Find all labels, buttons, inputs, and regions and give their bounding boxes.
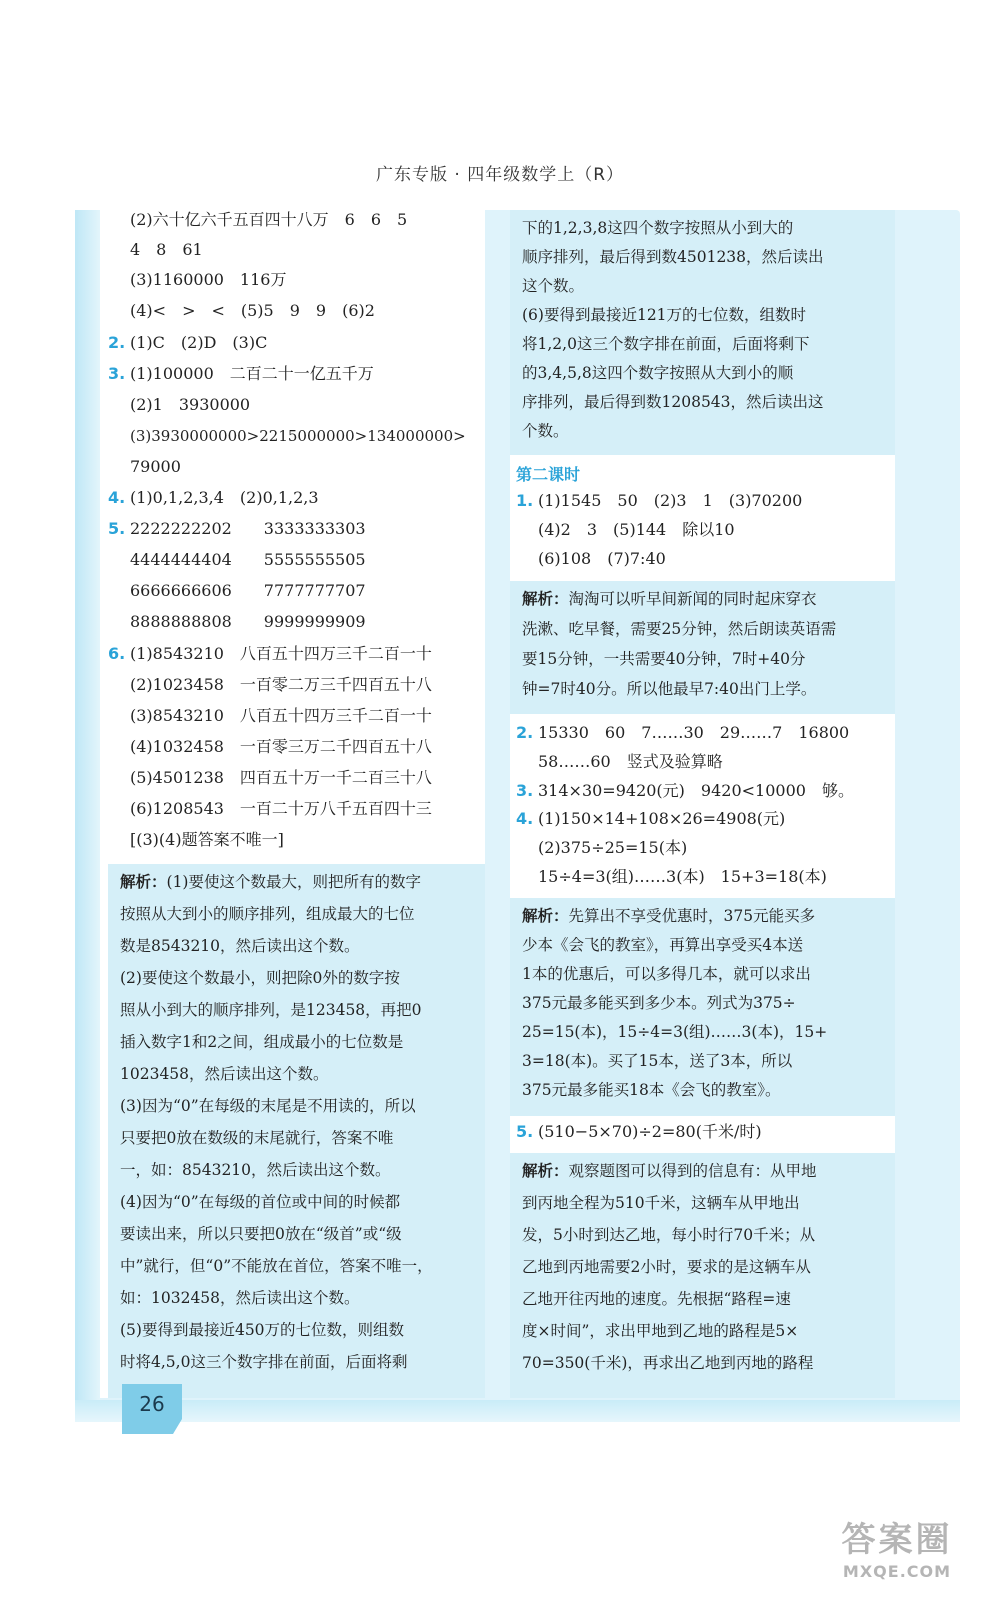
q1-line: 4 8 61 <box>130 240 203 259</box>
q1-line: (3)1160000 116万 <box>130 270 287 289</box>
frame-edge <box>75 210 100 1422</box>
q3-line: (1)100000 二百二十一亿五千万 <box>130 364 374 383</box>
analysis-line: 乙地到丙地需要2小时，要求的是这辆车从 <box>522 1258 811 1276</box>
left-column <box>100 210 485 1398</box>
analysis-line: 中”就行，但“0”不能放在首位，答案不唯一， <box>120 1257 433 1275</box>
q1-number: 1. <box>516 491 534 510</box>
analysis-line: 解析：观察题图可以得到的信息有：从甲地 <box>522 1162 817 1180</box>
q1-line: (4)2 3 (5)144 除以10 <box>538 520 735 539</box>
analysis-line: 1本的优惠后，可以多得几本，就可以求出 <box>522 965 811 983</box>
q1-line: (4)< > < (5)5 9 9 (6)2 <box>130 301 375 320</box>
analysis-line: 时将4,5,0这三个数字排在前面，后面将剩 <box>120 1353 408 1371</box>
analysis-line: 要15分钟，一共需要40分钟，7时+40分 <box>522 650 806 668</box>
analysis-box <box>510 1153 895 1398</box>
q4-line: 15÷4=3(组)……3(本) 15+3=18(本) <box>538 867 827 886</box>
q1-line: (1)1545 50 (2)3 1 (3)70200 <box>538 491 803 510</box>
q6-note: [(3)(4)题答案不唯一] <box>130 830 284 849</box>
analysis-line: 少本《会飞的教室》，再算出享受买4本送 <box>522 936 804 954</box>
watermark-logo <box>822 1518 972 1588</box>
analysis-line: 70=350(千米)，再求出乙地到丙地的路程 <box>522 1354 814 1372</box>
q6-line: (5)4501238 四百五十万一千二百三十八 <box>130 768 432 787</box>
analysis-line: 钟=7时40分。所以他最早7:40出门上学。 <box>522 680 817 698</box>
q4-number: 4. <box>108 488 126 507</box>
q2-line: 15330 60 7……30 29……7 16800 <box>538 723 850 742</box>
q5-line: 2222222202 3333333303 <box>130 519 366 538</box>
analysis-line: 要读出来，所以只要把0放在“级首”或“级 <box>120 1225 402 1243</box>
q5-line: 8888888808 9999999909 <box>130 612 366 631</box>
q1-line: (6)108 (7)7:40 <box>538 549 666 568</box>
q6-number: 6. <box>108 644 126 663</box>
analysis-line: 数是8543210，然后读出这个数。 <box>120 937 360 955</box>
q2-answer: (1)C (2)D (3)C <box>130 333 268 352</box>
analysis-line: 按照从大到小的顺序排列，组成最大的七位 <box>120 905 415 923</box>
q3-line: 79000 <box>130 457 181 476</box>
q3-line: (3)3930000000>2215000000>134000000> <box>130 427 466 445</box>
q3-line: (2)1 3930000 <box>130 395 251 414</box>
analysis-box <box>510 210 895 455</box>
q6-line: (4)1032458 一百零三万二千四百五十八 <box>130 737 432 756</box>
q6-line: (6)1208543 一百二十万八千五百四十三 <box>130 799 432 818</box>
watermark-url: MXQE.COM <box>842 1562 952 1581</box>
section-title: 第二课时 <box>516 465 581 484</box>
q2-line: 58……60 竖式及验算略 <box>538 752 723 771</box>
analysis-line: 解析：淘淘可以听早间新闻的同时起床穿衣 <box>522 590 817 608</box>
analysis-label: 解析： <box>120 873 167 891</box>
analysis-line: 一，如：8543210，然后读出这个数。 <box>120 1161 391 1179</box>
q3-number: 3. <box>516 781 534 800</box>
analysis-line: 375元最多能买18本《会飞的教室》。 <box>522 1081 781 1099</box>
q6-line: (1)8543210 八百五十四万三千二百一十 <box>130 644 432 663</box>
page-number: 26 <box>139 1392 165 1416</box>
q5-line: 6666666606 7777777707 <box>130 581 366 600</box>
page-header: 广东专版 · 四年级数学上（R） <box>375 165 625 185</box>
bottom-band <box>75 1400 960 1422</box>
analysis-line: 这个数。 <box>522 277 585 295</box>
q5-answer: (510−5×70)÷2=80(千米/时) <box>538 1122 762 1141</box>
analysis-line: 下的1,2,3,8这四个数字按照从小到大的 <box>522 219 794 237</box>
analysis-line: 发，5小时到达乙地，每小时行70千米；从 <box>522 1226 816 1244</box>
analysis-line: 1023458，然后读出这个数。 <box>120 1065 329 1083</box>
analysis-line: 度×时间”，求出甲地到乙地的路程是5× <box>522 1322 799 1340</box>
analysis-line: 的3,4,5,8这四个数字按照从大到小的顺 <box>522 364 794 382</box>
watermark-text: 答案圈 <box>841 1520 953 1560</box>
q4-line: (1)150×14+108×26=4908(元) <box>538 809 786 828</box>
analysis-line: 个数。 <box>522 422 569 440</box>
analysis-line: 如：1032458，然后读出这个数。 <box>120 1289 360 1307</box>
q1-line: (2)六十亿六千五百四十八万 6 6 5 <box>130 210 408 229</box>
analysis-line: (6)要得到最接近121万的七位数，组数时 <box>522 306 807 324</box>
analysis-box <box>510 581 895 714</box>
analysis-line: 25=15(本)，15÷4=3(组)……3(本)，15+ <box>522 1023 828 1041</box>
analysis-box <box>510 898 895 1116</box>
analysis-line: 顺序排列，最后得到数4501238，然后读出 <box>522 248 824 266</box>
q5-number: 5. <box>108 519 126 538</box>
q2-number: 2. <box>108 333 126 352</box>
analysis-line: (3)因为“0”在每级的末尾是不用读的，所以 <box>120 1097 416 1115</box>
analysis-line: 到丙地全程为510千米，这辆车从甲地出 <box>522 1194 800 1212</box>
analysis-label: 解析： <box>522 590 569 608</box>
analysis-line: 375元最多能买到多少本。列式为375÷ <box>522 994 796 1012</box>
analysis-line: 只要把0放在数级的末尾就行，答案不唯 <box>120 1129 394 1147</box>
q6-line: (2)1023458 一百零二万三千四百五十八 <box>130 675 432 694</box>
analysis-line: 照从小到大的顺序排列，是123458，再把0 <box>120 1001 422 1019</box>
q3-answer: 314×30=9420(元) 9420<10000 够。 <box>538 781 854 800</box>
q5-number: 5. <box>516 1122 534 1141</box>
analysis-box <box>108 864 485 1398</box>
analysis-label: 解析： <box>522 907 569 925</box>
analysis-line: 序排列，最后得到数1208543，然后读出这 <box>522 393 824 411</box>
analysis-line: (2)要使这个数最小，则把除0外的数字按 <box>120 969 400 987</box>
q6-line: (3)8543210 八百五十四万三千二百一十 <box>130 706 432 725</box>
analysis-line: (5)要得到最接近450万的七位数，则组数 <box>120 1321 405 1339</box>
analysis-line: 解析：(1)要使这个数最大，则把所有的数字 <box>120 873 421 891</box>
q3-number: 3. <box>108 364 126 383</box>
q4-answer: (1)0,1,2,3,4 (2)0,1,2,3 <box>130 488 319 507</box>
analysis-line: 乙地开往丙地的速度。先根据“路程=速 <box>522 1290 791 1308</box>
analysis-line: (4)因为“0”在每级的首位或中间的时候都 <box>120 1193 401 1211</box>
q4-line: (2)375÷25=15(本) <box>538 838 688 857</box>
analysis-line: 3=18(本)。买了15本，送了3本，所以 <box>522 1052 793 1070</box>
analysis-line: 将1,2,0这三个数字排在前面，后面将剩下 <box>522 335 810 353</box>
analysis-label: 解析： <box>522 1162 569 1180</box>
right-column <box>510 210 895 1398</box>
analysis-line: 洗漱、吃早餐，需要25分钟，然后朗读英语需 <box>522 620 837 638</box>
q2-number: 2. <box>516 723 534 742</box>
q5-line: 4444444404 5555555505 <box>130 550 366 569</box>
analysis-line: 插入数字1和2之间，组成最小的七位数是 <box>120 1033 404 1051</box>
analysis-line: 解析：先算出不享受优惠时，375元能买多 <box>522 907 816 925</box>
q4-number: 4. <box>516 809 534 828</box>
